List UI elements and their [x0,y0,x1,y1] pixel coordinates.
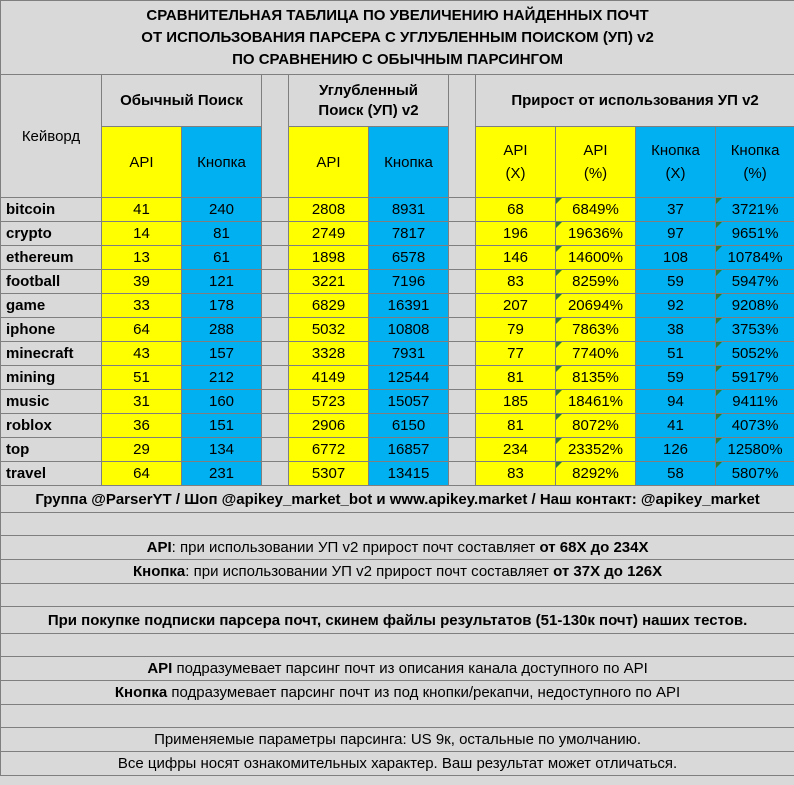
spacer-cell [449,222,476,246]
header-deep-line-2: Поиск (УП) v2 [318,101,419,119]
row-keyword: football [1,270,102,294]
cell-growth-button-pct: 3721% [716,198,794,222]
spacer-cell [449,390,476,414]
row-keyword: ethereum [1,246,102,270]
header-deep-search [289,75,449,127]
row-keyword: music [1,390,102,414]
cell-growth-api-pct: 6849% [556,198,636,222]
disclaimer-line: Все цифры носят ознакомительных характер. Ваш результат может отличаться. [1,752,794,776]
cell-growth-button-pct: 9208% [716,294,794,318]
api-note-label: API [146,539,172,556]
cell-deep-api: 2906 [289,414,369,438]
cell-deep-button: 7817 [369,222,449,246]
spacer-cell [262,366,289,390]
cell-normal-button: 288 [182,318,262,342]
cell-deep-api: 2808 [289,198,369,222]
cell-deep-api: 5032 [289,318,369,342]
table-row [1,462,794,486]
spacer-cell [449,366,476,390]
cell-normal-api: 64 [102,462,182,486]
cell-deep-button: 13415 [369,462,449,486]
api-growth-note [1,536,794,560]
cell-growth-api-pct: 8135% [556,366,636,390]
cell-growth-api-x: 79 [476,318,556,342]
cell-normal-button: 151 [182,414,262,438]
cell-normal-api: 31 [102,390,182,414]
cell-normal-button: 160 [182,390,262,414]
spacer-cell [449,246,476,270]
header-growth-button-x-line2: (X) [665,165,686,182]
header-growth-button-x-line1: Кнопка [651,142,700,159]
spacer-cell [449,462,476,486]
cell-growth-api-x: 77 [476,342,556,366]
button-def-label: Кнопка [114,684,168,701]
cell-deep-api: 3221 [289,270,369,294]
row-keyword: minecraft [1,342,102,366]
api-note-range: от 68X до 234X [539,539,649,556]
cell-normal-button: 240 [182,198,262,222]
cell-deep-api: 3328 [289,342,369,366]
table-row [1,414,794,438]
cell-growth-button-pct: 5947% [716,270,794,294]
cell-growth-api-x: 234 [476,438,556,462]
cell-normal-button: 61 [182,246,262,270]
cell-deep-api: 6772 [289,438,369,462]
header-deep-line-1: Углубленный [318,81,419,99]
spacer-cell [449,294,476,318]
row-keyword: bitcoin [1,198,102,222]
spacer-cell [449,342,476,366]
spacer-cell [262,246,289,270]
cell-deep-button: 8931 [369,198,449,222]
title-line-2: ОТ ИСПОЛЬЗОВАНИЯ ПАРСЕРА С УГЛУБЛЕННЫМ ПОИСКОМ (УП) v2 [141,28,654,46]
cell-growth-button-x: 126 [636,438,716,462]
api-definition [1,657,794,681]
header-deep-button: Кнопка [369,127,449,198]
cell-growth-api-x: 185 [476,390,556,414]
api-note-text: : при использовании УП v2 прирост почт составляет [171,539,540,556]
table-row [1,246,794,270]
cell-growth-api-pct: 19636% [556,222,636,246]
cell-normal-button: 121 [182,270,262,294]
cell-deep-button: 6150 [369,414,449,438]
cell-growth-api-pct: 8292% [556,462,636,486]
row-keyword: game [1,294,102,318]
spacer-column-1 [262,75,289,198]
header-growth-button-x [636,127,716,198]
header-growth-button-pct-line1: Кнопка [730,142,780,159]
cell-deep-api: 1898 [289,246,369,270]
button-def-text: подразумевает парсинг почт из под кнопки/рекапчи, недоступного по API [167,684,681,701]
cell-deep-api: 2749 [289,222,369,246]
cell-growth-api-x: 83 [476,462,556,486]
cell-growth-api-x: 81 [476,414,556,438]
button-note-text: : при использовании УП v2 прирост почт составляет [185,563,554,580]
table-row [1,222,794,246]
spacer-cell [262,438,289,462]
header-normal-search: Обычный Поиск [102,75,262,127]
cell-growth-api-x: 146 [476,246,556,270]
cell-growth-api-pct: 7863% [556,318,636,342]
header-growth-api-pct [556,127,636,198]
api-def-text: подразумевает парсинг почт из описания канала доступного по API [172,660,648,677]
row-keyword: travel [1,462,102,486]
cell-growth-button-pct: 10784% [716,246,794,270]
table-row [1,438,794,462]
cell-growth-api-pct: 14600% [556,246,636,270]
button-note-range: от 37X до 126X [553,563,663,580]
header-growth-api-pct-line1: API [583,142,608,159]
table-title [1,1,794,75]
header-growth-api-x-line2: (X) [505,165,526,182]
cell-growth-button-pct: 9411% [716,390,794,414]
cell-normal-api: 13 [102,246,182,270]
cell-normal-api: 43 [102,342,182,366]
cell-growth-button-pct: 5052% [716,342,794,366]
cell-growth-button-x: 59 [636,270,716,294]
cell-growth-button-x: 58 [636,462,716,486]
title-line-3: ПО СРАВНЕНИЮ С ОБЫЧНЫМ ПАРСИНГОМ [232,50,564,68]
cell-normal-api: 33 [102,294,182,318]
blank-row [1,634,794,657]
spacer-cell [262,390,289,414]
cell-normal-button: 81 [182,222,262,246]
cell-normal-api: 36 [102,414,182,438]
spacer-cell [449,438,476,462]
cell-deep-button: 6578 [369,246,449,270]
cell-growth-button-pct: 5917% [716,366,794,390]
table-row [1,342,794,366]
cell-normal-api: 64 [102,318,182,342]
cell-growth-button-pct: 9651% [716,222,794,246]
header-growth-api-x [476,127,556,198]
table-row [1,198,794,222]
cell-growth-button-x: 108 [636,246,716,270]
cell-growth-api-pct: 8259% [556,270,636,294]
row-keyword: crypto [1,222,102,246]
row-keyword: roblox [1,414,102,438]
cell-normal-api: 39 [102,270,182,294]
cell-normal-api: 51 [102,366,182,390]
cell-growth-api-pct: 7740% [556,342,636,366]
cell-growth-api-x: 81 [476,366,556,390]
cell-growth-api-pct: 20694% [556,294,636,318]
spacer-cell [262,462,289,486]
cell-growth-button-pct: 3753% [716,318,794,342]
header-keyword: Кейворд [1,75,102,198]
cell-deep-button: 12544 [369,366,449,390]
api-def-label: API [147,660,173,677]
cell-growth-button-x: 38 [636,318,716,342]
cell-growth-button-x: 37 [636,198,716,222]
header-normal-button: Кнопка [182,127,262,198]
cell-deep-api: 6829 [289,294,369,318]
blank-row [1,513,794,536]
spacer-cell [449,270,476,294]
spacer-cell [262,318,289,342]
table-row [1,366,794,390]
button-growth-note [1,560,794,584]
row-keyword: top [1,438,102,462]
cell-normal-button: 157 [182,342,262,366]
cell-growth-button-x: 97 [636,222,716,246]
cell-deep-button: 10808 [369,318,449,342]
cell-normal-button: 212 [182,366,262,390]
contacts-line: Группа @ParserYT / Шоп @apikey_market_bot и www.apikey.market / Наш контакт: @apikey_market [1,486,794,513]
spacer-cell [262,222,289,246]
cell-normal-api: 14 [102,222,182,246]
header-growth-button-pct [716,127,794,198]
header-normal-api: API [102,127,182,198]
header-growth-api-x-line1: API [503,142,528,159]
spacer-cell [262,270,289,294]
row-keyword: mining [1,366,102,390]
spacer-cell [449,318,476,342]
cell-growth-button-x: 51 [636,342,716,366]
cell-growth-api-x: 196 [476,222,556,246]
cell-deep-api: 5307 [289,462,369,486]
cell-growth-api-x: 83 [476,270,556,294]
header-growth-button-pct-line2: (%) [743,165,767,182]
table-row [1,390,794,414]
table-row [1,270,794,294]
spacer-cell [449,414,476,438]
table-row [1,318,794,342]
title-line-1: СРАВНИТЕЛЬНАЯ ТАБЛИЦА ПО УВЕЛИЧЕНИЮ НАЙДЕННЫХ ПОЧТ [146,6,649,24]
cell-growth-button-pct: 5807% [716,462,794,486]
params-line: Применяемые параметры парсинга: US 9к, остальные по умолчанию. [1,728,794,752]
header-growth: Прирост от использования УП v2 [476,75,794,127]
cell-growth-api-x: 68 [476,198,556,222]
cell-normal-button: 134 [182,438,262,462]
cell-normal-button: 178 [182,294,262,318]
cell-growth-button-x: 59 [636,366,716,390]
cell-normal-api: 41 [102,198,182,222]
spacer-cell [262,198,289,222]
cell-growth-button-pct: 12580% [716,438,794,462]
cell-deep-api: 4149 [289,366,369,390]
cell-growth-button-pct: 4073% [716,414,794,438]
cell-deep-button: 7196 [369,270,449,294]
cell-growth-api-pct: 23352% [556,438,636,462]
cell-growth-api-x: 207 [476,294,556,318]
header-growth-api-pct-line2: (%) [583,165,608,182]
cell-deep-api: 5723 [289,390,369,414]
header-deep-api: API [289,127,369,198]
spacer-cell [449,198,476,222]
spacer-cell [262,342,289,366]
cell-growth-api-pct: 8072% [556,414,636,438]
spacer-column-2 [449,75,476,198]
cell-normal-api: 29 [102,438,182,462]
cell-deep-button: 16857 [369,438,449,462]
spacer-cell [262,414,289,438]
cell-deep-button: 16391 [369,294,449,318]
table-row [1,294,794,318]
cell-growth-button-x: 41 [636,414,716,438]
button-note-label: Кнопка [132,563,186,580]
cell-deep-button: 15057 [369,390,449,414]
button-definition [1,681,794,705]
cell-growth-button-x: 92 [636,294,716,318]
cell-deep-button: 7931 [369,342,449,366]
cell-normal-button: 231 [182,462,262,486]
offer-line: При покупке подписки парсера почт, скинем файлы результатов (51-130к почт) наших тестов. [1,607,794,634]
cell-growth-button-x: 94 [636,390,716,414]
blank-row [1,705,794,728]
cell-growth-api-pct: 18461% [556,390,636,414]
spacer-cell [262,294,289,318]
row-keyword: iphone [1,318,102,342]
blank-row [1,584,794,607]
